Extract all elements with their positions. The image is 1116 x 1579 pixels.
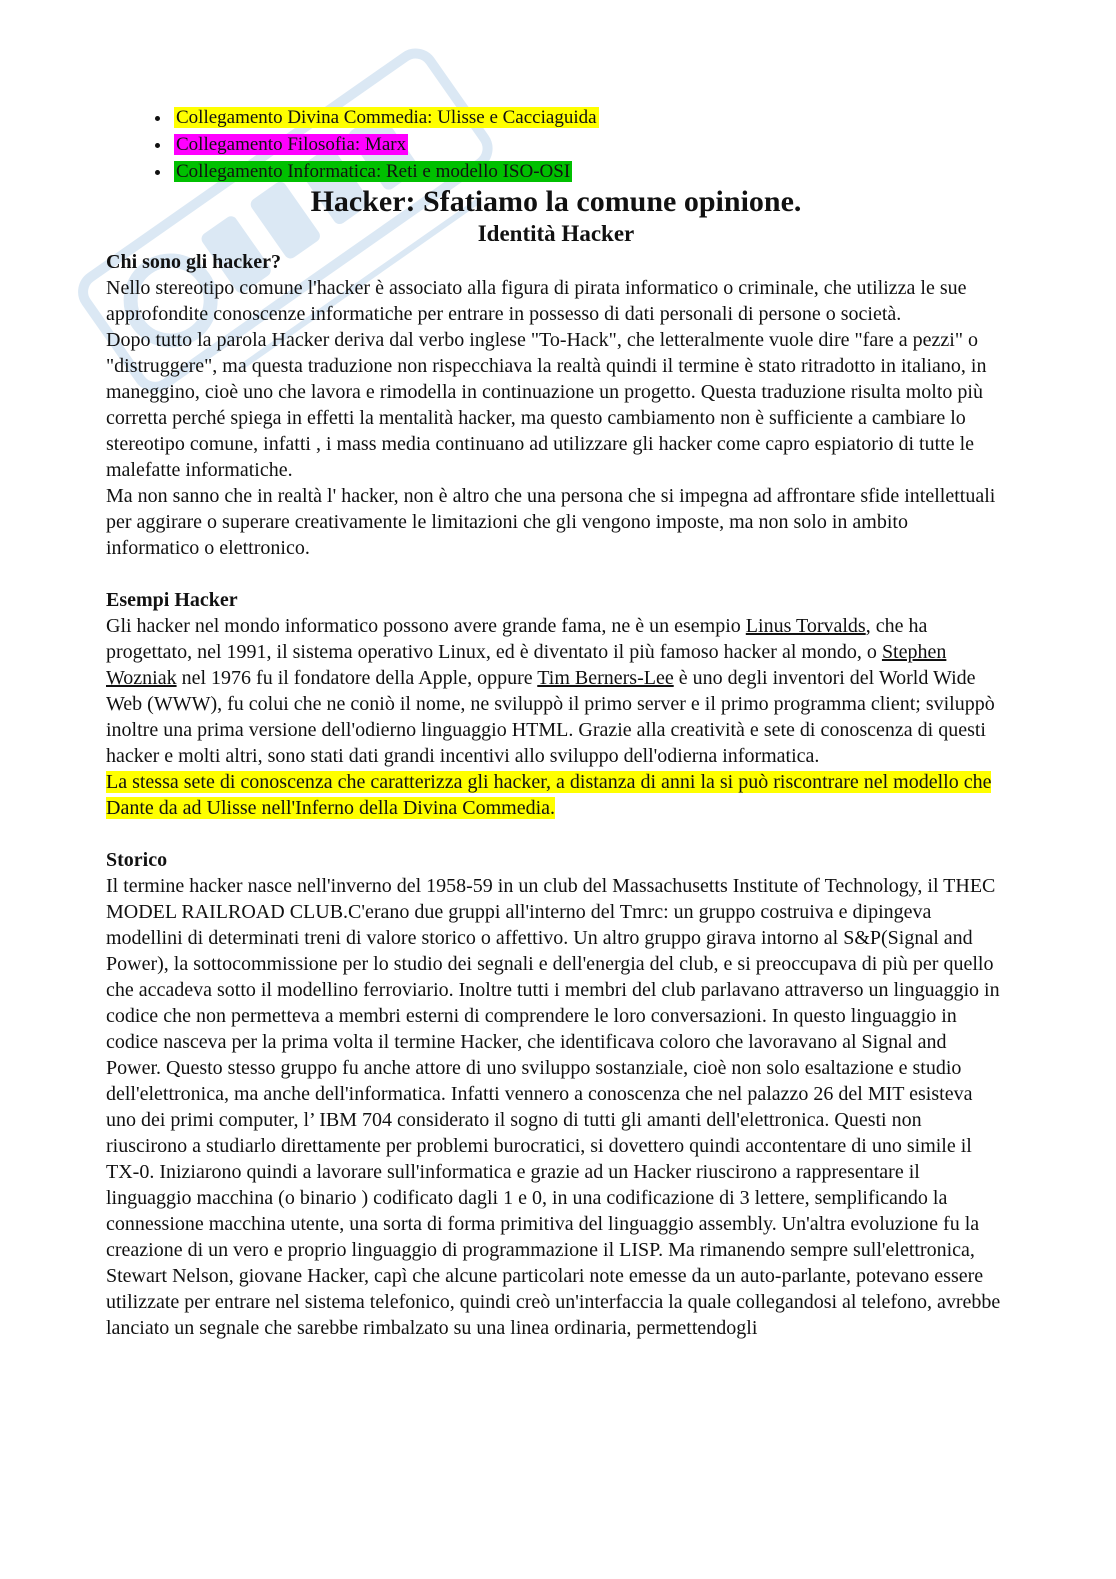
- section-heading-chi-sono: Chi sono gli hacker?: [106, 251, 282, 273]
- collegamenti-list: [106, 104, 1006, 185]
- link-linus-torvalds[interactable]: Linus Torvalds: [745, 615, 866, 637]
- page-title: Hacker: Sfatiamo la comune opinione.: [310, 185, 802, 218]
- link-stephen-wozniak[interactable]: Stephen Wozniak: [106, 641, 947, 689]
- link-filosofia: Collegamento Filosofia: Marx: [176, 134, 407, 155]
- list-item: [172, 158, 1006, 185]
- link-divina-commedia: Collegamento Divina Commedia: Ulisse e Cacciaguida: [176, 107, 597, 128]
- paragraph: Gli hacker nel mondo informatico possono avere grande fama, ne è un esempio Linus Torvalds, che ha progettato, nel 1991, il sistema operativo Linux, ed è diventato il più famoso hacker al mondo, o Stephen Wozniak nel 1976 fu il fondatore della Apple, oppure Tim Berners-Lee è uno degli inventori del World Wide Web (WWW), fu colui che ne coniò il nome, ne sviluppò il primo server e il primo programma client; sviluppò inoltre una prima versione dell'odierno linguaggio HTML. Grazie alla creatività e sete di conoscenza di questi hacker e molti altri, sono stati dati grandi incentivi allo sviluppo dell'odierna informatica.: [106, 615, 995, 767]
- paragraph: Nello stereotipo comune l'hacker è associato alla figura di pirata informatico o criminale, che utilizza le sue approfondite conoscenze informatiche per entrare in possesso di dati personali di persone o società.: [106, 277, 967, 325]
- highlighted-text: La stessa sete di conoscenza che caratterizza gli hacker, a distanza di anni la si può riscontrare nel modello che Dante da ad Ulisse nell'Inferno della Divina Commedia.: [106, 771, 992, 819]
- paragraph: Ma non sanno che in realtà l' hacker, non è altro che una persona che si impegna ad affrontare sfide intellettuali per aggirare o superare creativamente le limitazioni che gli vengono imposte, ma non solo in ambito informatico o elettronico.: [106, 485, 996, 559]
- paragraph: [106, 769, 1006, 821]
- page-subtitle: Identità Hacker: [477, 221, 635, 246]
- paragraph: Dopo tutto la parola Hacker deriva dal verbo inglese "To-Hack", che letteralmente vuole dire "fare a pezzi" o "distruggere", ma questa traduzione non rispecchiava la realtà quindi il termine è stato ritradotto in italiano, in maneggino, cioè uno che lavora e rimodella in continuazione un progetto. Questa traduzione risulta molto più corretta perché spiega in effetti la mentalità hacker, ma questo cambiamento non è sufficiente a cambiare lo stereotipo comune, infatti , i mass media continuano ad utilizzare gli hacker come capro espiatorio di tutte le malefatte informatiche.: [106, 329, 987, 481]
- section-heading-storico: Storico: [106, 849, 168, 871]
- document-page: [106, 104, 1006, 1341]
- list-item: [172, 131, 1006, 158]
- link-informatica: Collegamento Informatica: Reti e modello ISO-OSI: [176, 161, 571, 182]
- paragraph: Il termine hacker nasce nell'inverno del 1958-59 in un club del Massachusetts Institute of Technology, il THEC MODEL RAILROAD CLUB.C'erano due gruppi all'interno del Tmrc: un gruppo costruiva e dipingeva modellini di determinati treni di valore storico o affettivo. Un altro gruppo girava intorno al S&P(Signal and Power), la sottocommissione per lo studio dei segnali e dell'energia del club, e si preoccupava di più per quello che accadeva sotto il modellino ferroviario. Inoltre tutti i membri del club parlavano attraverso un linguaggio in codice che non permetteva a membri esterni di comprendere le loro conversazioni. In questo linguaggio in codice nasceva per la prima volta il termine Hacker, che identificava coloro che lavoravano al Signal and Power. Questo stesso gruppo fu anche attore di uno sviluppo sostanziale, cioè non solo esaltazione e studio dell'elettronica, ma anche dell'informatica. Infatti vennero a conoscenza che nel palazzo 26 del MIT esisteva uno dei primi computer, l’ IBM 704 considerato il sogno di tutti gli amanti dell'elettronica. Questi non riuscirono a studiarlo direttamente per problemi burocratici, si dovettero quindi accontentare di uno simile il TX-0. Iniziarono quindi a lavorare sull'informatica e grazie ad un Hacker riuscirono a rappresentare il linguaggio macchina (o binario ) codificato dagli 1 e 0, in una codificazione di 3 lettere, semplificando la connessione macchina utente, una sorta di forma primitiva del linguaggio assembly. Un'altra evoluzione fu la creazione di un vero e proprio linguaggio di programmazione il LISP. Ma rimanendo sempre sull'elettronica, Stewart Nelson, giovane Hacker, capì che alcune particolari note emesse da un auto-parlante, potevano essere utilizzate per entrare nel sistema telefonico, quindi creò un'interfaccia la quale collegandosi al telefono, avrebbe lanciato un segnale che sarebbe rimbalzato su una linea ordinaria, permettendogli: [106, 875, 1001, 1339]
- list-item: [172, 104, 1006, 131]
- link-tim-berners-lee[interactable]: Tim Berners-Lee: [537, 667, 674, 689]
- section-heading-esempi: Esempi Hacker: [106, 589, 238, 611]
